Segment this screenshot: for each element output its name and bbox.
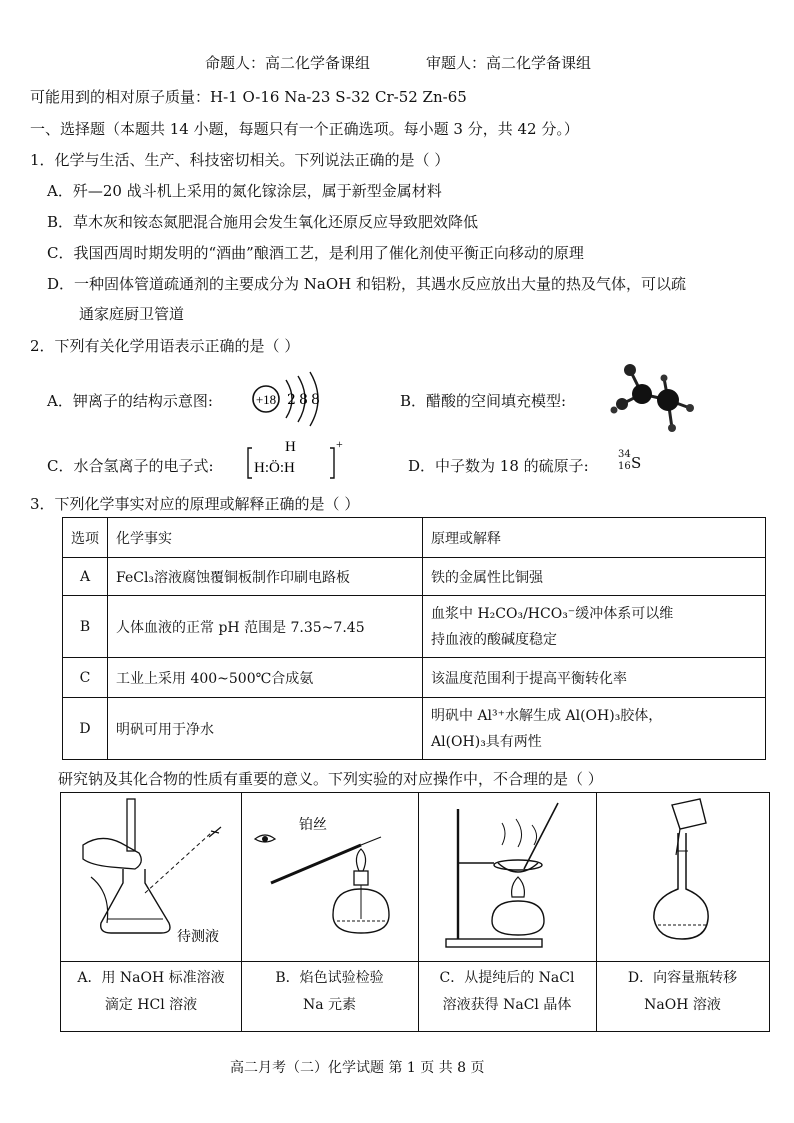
- stand-base: [446, 939, 542, 947]
- q4-option-a-cell: [61, 793, 242, 1031]
- platinum-wire: [271, 845, 361, 883]
- exam-setter: 命题人：高二化学备课组: [205, 54, 371, 72]
- conical-flask: [101, 869, 170, 933]
- element-symbol: S: [631, 454, 642, 472]
- caption-line-2: Na 元素: [302, 997, 357, 1013]
- flame-test-figure: [241, 793, 418, 961]
- electron-row: H:Ö:H: [254, 460, 295, 476]
- mass-number: 34: [618, 449, 631, 460]
- beaker: [672, 799, 706, 829]
- potassium-ion-diagram: [246, 372, 336, 428]
- q4-option-b-caption: [241, 965, 418, 1019]
- header-explanation: 原理或解释: [423, 518, 766, 558]
- row-option: D: [63, 698, 108, 760]
- space-filling-model-svg: [604, 360, 704, 440]
- q4-option-c-cell: [418, 793, 597, 1031]
- nucleus-charge: +18: [255, 392, 277, 407]
- burner-flame: [512, 877, 525, 897]
- hydronium-electron-formula: [246, 436, 346, 486]
- row-fact: 明矾可用于净水: [108, 698, 423, 760]
- bracket-left: [248, 448, 252, 478]
- sight-line: [145, 833, 211, 893]
- row-explanation: [423, 698, 766, 760]
- table-row: [63, 558, 766, 596]
- shell-electrons-3: 8: [311, 392, 320, 408]
- caption-line-2: NaOH 溶液: [644, 997, 721, 1013]
- shell-electrons-1: 2: [287, 392, 296, 408]
- glass-rod: [524, 803, 558, 869]
- row-option: C: [63, 658, 108, 698]
- row-explanation: [423, 596, 766, 658]
- q4-stem: 研究钠及其化合物的性质有重要的意义。下列实验的对应操作中，不合理的是（ ）: [58, 770, 603, 788]
- methyl-carbon-atom: [657, 389, 679, 411]
- table-row: [63, 698, 766, 760]
- caption-line: D．向容量瓶转移: [627, 970, 738, 986]
- top-hydrogen: H: [285, 439, 296, 455]
- electron-formula-svg: [246, 436, 346, 486]
- hand-outline: [83, 838, 141, 869]
- q4-option-a-caption: [61, 965, 241, 1019]
- q1-option-b: B．草木灰和铵态氮肥混合施用会发生氧化还原反应导致肥效降低: [47, 213, 479, 231]
- row-fact: 工业上采用 400~500℃合成氨: [108, 658, 423, 698]
- q4-option-d-caption: [596, 965, 769, 1019]
- hydrogen-atom: [611, 407, 618, 414]
- q3-stem: 3．下列化学事实对应的原理或解释正确的是（ ）: [30, 495, 360, 513]
- q1-option-c: C．我国西周时期发明的“酒曲”酿酒工艺，是利用了催化剂使平衡正向移动的原理: [47, 244, 584, 262]
- q1-option-d-cont: 通家庭厨卫管道: [79, 305, 185, 323]
- caption-line: C．从提纯后的 NaCl: [439, 970, 575, 986]
- atomic-number: 16: [618, 461, 631, 472]
- oxygen-atom: [624, 364, 636, 376]
- row-explanation: [423, 658, 766, 698]
- explanation-line: 该温度范围利于提高平衡转化率: [431, 670, 627, 687]
- q2-stem: 2．下列有关化学用语表示正确的是（ ）: [30, 337, 300, 355]
- row-fact: 人体血液的正常 pH 范围是 7.35~7.45: [108, 596, 423, 658]
- q2-option-d-label: D．中子数为 18 的硫原子:: [408, 457, 589, 475]
- explanation-line-2: Al(OH)₃具有两性: [431, 733, 542, 750]
- q1-option-d: D．一种固体管道疏通剂的主要成分为 NaOH 和铝粉，其遇水反应放出大量的热及气体，可以疏: [47, 275, 687, 293]
- analyte-label: 待测液: [177, 930, 219, 945]
- caption-line-2: 溶液获得 NaCl 晶体: [442, 997, 572, 1013]
- q1-stem: 1．化学与生活、生产、科技密切相关。下列说法正确的是（ ）: [30, 151, 450, 169]
- bracket-right: [330, 448, 334, 478]
- evaporation-figure: [418, 793, 596, 961]
- q2-option-c-label: C．水合氢离子的电子式:: [47, 457, 214, 475]
- explanation-line: 血浆中 H₂CO₃/HCO₃⁻缓冲体系可以维: [431, 605, 674, 622]
- titration-figure: [61, 793, 241, 961]
- steam: [502, 819, 537, 847]
- header-fact: 化学事实: [108, 518, 423, 558]
- caption-line-2: 滴定 HCl 溶液: [104, 997, 198, 1013]
- explanation-line: 明矾中 Al³⁺水解生成 Al(OH)₃胶体，: [431, 707, 663, 724]
- burner: [492, 901, 544, 935]
- row-option: B: [63, 596, 108, 658]
- exam-reviewer: 审题人：高二化学备课组: [426, 54, 592, 72]
- atomic-masses: 可能用到的相对原子质量：H-1 O-16 Na-23 S-32 Cr-52 Zn-65: [30, 88, 467, 106]
- q2-option-a-label: A．钾离子的结构示意图:: [47, 392, 213, 410]
- charge-sign: +: [336, 437, 343, 451]
- q2-option-b-label: B．醋酸的空间填充模型:: [400, 392, 567, 410]
- volumetric-flask-figure: [596, 793, 769, 961]
- q4-option-c-caption: [418, 965, 596, 1019]
- caption-line: A．用 NaOH 标准溶液: [77, 970, 225, 986]
- acetic-acid-model: [604, 360, 704, 440]
- q4-option-b-cell: [241, 793, 419, 1031]
- platinum-wire-label: 铂丝: [299, 818, 327, 833]
- row-option: A: [63, 558, 108, 596]
- table-row: [63, 658, 766, 698]
- table-header-row: [63, 518, 766, 558]
- explanation-line-2: 持血液的酸碱度稳定: [431, 631, 557, 648]
- row-fact: FeCl₃溶液腐蚀覆铜板制作印刷电路板: [108, 558, 423, 596]
- flame: [356, 849, 365, 871]
- q4-option-d-cell: [596, 793, 769, 1031]
- carbon-atom: [632, 384, 652, 404]
- q4-figure-grid: [60, 792, 770, 1032]
- oxygen-atom-2: [616, 398, 628, 410]
- header-option: 选项: [63, 518, 108, 558]
- q1-option-a: A．歼—20 战斗机上采用的氮化镓涂层，属于新型金属材料: [47, 182, 442, 200]
- explanation-line: 铁的金属性比铜强: [431, 569, 543, 586]
- table-row: [63, 596, 766, 658]
- q3-table: [62, 517, 766, 760]
- sulfur-nuclide: [618, 449, 648, 479]
- ion-structure-svg: [246, 372, 336, 428]
- shell-electrons-2: 8: [299, 392, 308, 408]
- row-explanation: [423, 558, 766, 596]
- section-title: 一、选择题（本题共 14 小题，每题只有一个正确选项。每小题 3 分，共 42 分。）: [30, 120, 579, 138]
- caption-line: B．焰色试验检验: [275, 970, 384, 986]
- volumetric-flask: [654, 833, 708, 939]
- page-footer: 高二月考（二）化学试题 第 1 页 共 8 页: [230, 1060, 485, 1076]
